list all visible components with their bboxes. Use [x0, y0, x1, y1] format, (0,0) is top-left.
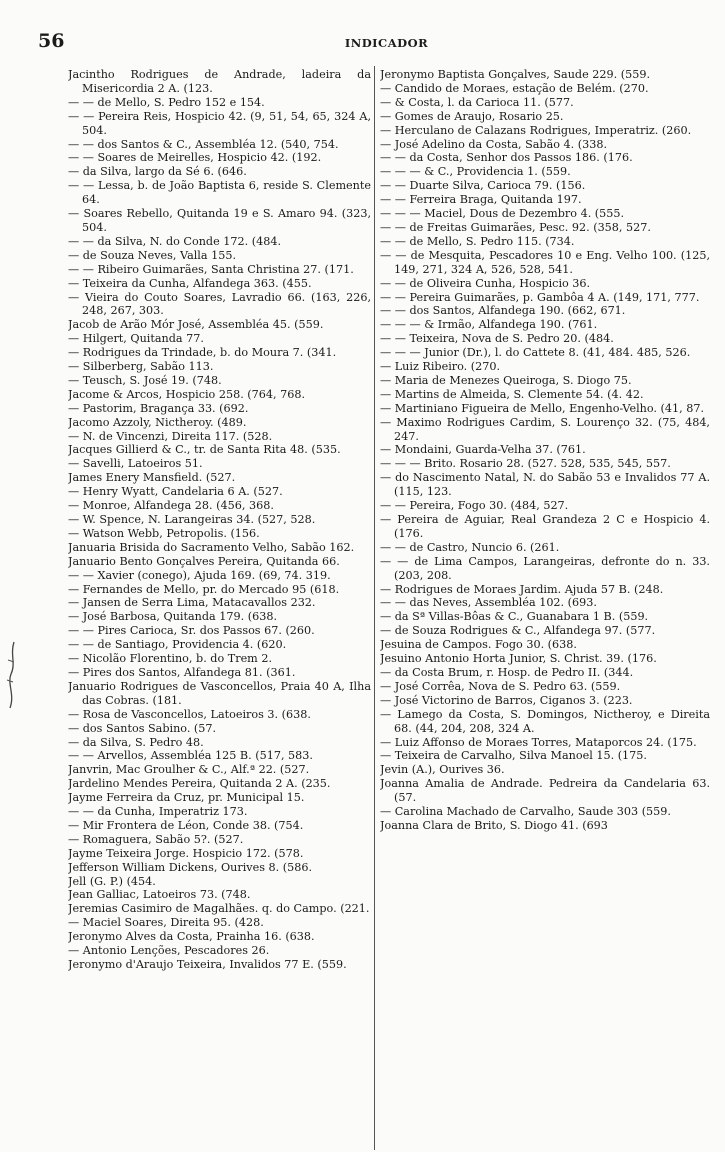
directory-entry: — José Adelino da Costa, Sabão 4. (338.: [380, 137, 608, 151]
directory-entry: Jeremias Casimiro de Magalhães. q. do Campo. (221.: [68, 902, 370, 916]
directory-entry: — Nicolão Florentino, b. do Trem 2.: [68, 652, 273, 666]
directory-entry: — — — & C., Providencia 1. (559.: [380, 165, 571, 179]
directory-entry: — Pires dos Santos, Alfandega 81. (361.: [68, 665, 296, 679]
directory-entry: — — — Brito. Rosario 28. (527. 528, 535, 545, 557.: [380, 457, 671, 471]
directory-entry: — — — Junior (Dr.), l. do Cattete 8. (41, 484. 485, 526.: [380, 346, 691, 360]
directory-entry: — — Ferreira Braga, Quitanda 197.: [380, 193, 582, 207]
directory-entry: Jeronymo Alves da Costa, Prainha 16. (638.: [68, 930, 315, 944]
directory-entry: — Luiz Affonso de Moraes Torres, Mataporcos 24. (175.: [380, 735, 697, 749]
directory-entry: — Carolina Machado de Carvalho, Saude 303 (559.: [380, 805, 671, 819]
directory-entry: — Teusch, S. José 19. (748.: [68, 373, 222, 387]
directory-entry: — — de Mello, S. Pedro 152 e 154.: [68, 95, 265, 109]
directory-entry: — Watson Webb, Petropolis. (156.: [68, 526, 260, 540]
directory-entry: — — Teixeira, Nova de S. Pedro 20. (484.: [380, 332, 614, 346]
directory-entry: — — dos Santos & C., Assembléa 12. (540, 754.: [68, 137, 339, 151]
directory-entry: Jacques Gillierd & C., tr. de Santa Rita 48. (535.: [68, 443, 341, 457]
directory-entry: — de Souza Neves, Valla 155.: [68, 248, 237, 262]
directory-entry: — — Soares de Meirelles, Hospicio 42. (192.: [68, 151, 322, 165]
directory-entry: — Hilgert, Quitanda 77.: [68, 332, 204, 346]
directory-entry: — — Ribeiro Guimarães, Santa Christina 27. (171.: [68, 262, 354, 276]
directory-entry: — Rodrigues da Trindade, b. do Moura 7. (341.: [68, 346, 337, 360]
directory-entry: — Fernandes de Mello, pr. do Mercado 95 (618.: [68, 582, 340, 596]
directory-entry: — Lamego da Costa, S. Domingos, Nictheroy, e Direita 68. (44, 204, 208, 324 A.: [380, 707, 710, 735]
directory-entry: Jeronymo d'Araujo Teixeira, Invalidos 77 E. (559.: [68, 958, 347, 971]
directory-entry: — — Pereira Reis, Hospicio 42. (9, 51, 54, 65, 324 A, 504.: [68, 109, 371, 137]
directory-entry: Jesuina de Campos. Fogo 30. (638.: [380, 638, 577, 652]
directory-entry: — — da Costa, Senhor dos Passos 186. (176.: [380, 151, 633, 165]
directory-entry: Jayme Teixeira Jorge. Hospicio 172. (578.: [68, 846, 304, 860]
directory-entry: — — de Castro, Nuncio 6. (261.: [380, 540, 560, 554]
directory-entry: — Savelli, Latoeiros 51.: [68, 457, 203, 471]
directory-entry: — — — & Irmão, Alfandega 190. (761.: [380, 318, 598, 332]
directory-entry: — Luiz Ribeiro. (270.: [380, 360, 501, 374]
directory-entry: — — Pereira Guimarães, p. Gambôa 4 A. (149, 171, 777.: [380, 290, 700, 304]
column-divider: [374, 66, 375, 1150]
directory-entry: Januaria Brisida do Sacramento Velho, Sabão 162.: [68, 540, 355, 554]
directory-entry: — & Costa, l. da Carioca 11. (577.: [380, 95, 574, 109]
directory-entry: — — de Oliveira Cunha, Hospicio 36.: [380, 276, 591, 290]
directory-entry: — — Pereira, Fogo 30. (484, 527.: [380, 499, 569, 513]
directory-entry: — Martins de Almeida, S. Clemente 54. (4. 42.: [380, 387, 644, 401]
directory-entry: — Maria de Menezes Queiroga, S. Diogo 75.: [380, 373, 632, 387]
directory-entry: Jean Galliac, Latoeiros 73. (748.: [68, 888, 251, 902]
directory-entry: Joanna Amalia de Andrade. Pedreira da Candelaria 63. (57.: [380, 777, 710, 805]
directory-entry: Jeronymo Baptista Gonçalves, Saude 229. (559.: [380, 68, 651, 81]
directory-entry: Jardelino Mendes Pereira, Quitanda 2 A. (235.: [68, 777, 331, 791]
directory-entry: — — Xavier (conego), Ajuda 169. (69, 74. 319.: [68, 568, 331, 582]
directory-entry: — Pereira de Aguiar, Real Grandeza 2 C e Hospicio 4. (176.: [380, 513, 710, 540]
directory-entry: — — de Freitas Guimarães, Pesc. 92. (358, 527.: [380, 220, 651, 234]
directory-entry: — Pastorim, Bragança 33. (692.: [68, 401, 249, 415]
directory-entry: — Mir Frontera de Léon, Conde 38. (754.: [68, 818, 304, 832]
directory-entry: — Antonio Lenções, Pescadores 26.: [68, 944, 270, 958]
directory-entry: Januario Rodrigues de Vasconcellos, Praia 40 A, Ilha das Cobras. (181.: [68, 679, 371, 707]
directory-entry: — — das Neves, Assembléa 102. (693.: [380, 596, 597, 610]
right-column: [380, 68, 710, 1150]
directory-entry: — do Nascimento Natal, N. do Sabão 53 e Invalidos 77 A. (115, 123.: [380, 471, 710, 499]
directory-entry: — de Souza Rodrigues & C., Alfandega 97. (577.: [380, 624, 656, 638]
directory-entry: — Teixeira de Carvalho, Silva Manoel 15. (175.: [380, 749, 647, 763]
directory-entry: — Rodrigues de Moraes Jardim. Ajuda 57 B. (248.: [380, 582, 664, 596]
directory-entry: — — de Mesquita, Pescadores 10 e Eng. Velho 100. (125, 149, 271, 324 A, 526, 528, 541.: [380, 248, 710, 276]
directory-entry: — Herculano de Calazans Rodrigues, Imperatriz. (260.: [380, 123, 692, 137]
directory-entry: — da Sª Villas-Bôas & C., Guanabara 1 B. (559.: [380, 610, 649, 624]
directory-entry: — José Corrêa, Nova de S. Pedro 63. (559.: [380, 679, 621, 693]
directory-entry: Jefferson William Dickens, Ourives 8. (586.: [68, 860, 313, 874]
directory-entry: — — dos Santos, Alfandega 190. (662, 671.: [380, 304, 626, 318]
directory-entry: Janvrin, Mac Groulher & C., Alf.ª 22. (527.: [68, 763, 310, 777]
directory-entry: — Monroe, Alfandega 28. (456, 368.: [68, 499, 274, 513]
directory-entry: — Teixeira da Cunha, Alfandega 363. (455.: [68, 276, 312, 290]
directory-entry: — — Pires Carioca, Sr. dos Passos 67. (260.: [68, 624, 315, 638]
directory-entry: — da Silva, largo da Sé 6. (646.: [68, 165, 247, 179]
directory-entry: — Rosa de Vasconcellos, Latoeiros 3. (638.: [68, 707, 311, 721]
page-number: 56: [38, 30, 65, 52]
directory-entry: James Enery Mansfield. (527.: [68, 471, 236, 485]
directory-entry: — da Costa Brum, r. Hosp. de Pedro II. (344.: [380, 665, 634, 679]
directory-entry: Jacomo Azzoly, Nictheroy. (489.: [68, 415, 247, 429]
binding-thread-mark: [4, 640, 18, 710]
directory-entry: — Jansen de Serra Lima, Matacavallos 232.: [68, 596, 316, 610]
directory-entry: — Henry Wyatt, Candelaria 6 A. (527.: [68, 485, 283, 499]
directory-entry: — Maciel Soares, Direita 95. (428.: [68, 916, 264, 930]
page-header: [38, 30, 695, 54]
directory-entry: — W. Spence, N. Larangeiras 34. (527, 528.: [68, 513, 316, 526]
directory-entry: Januario Bento Gonçalves Pereira, Quitanda 66.: [68, 554, 340, 568]
directory-entry: — Soares Rebello, Quitanda 19 e S. Amaro 94. (323, 504.: [68, 207, 371, 234]
directory-entry: Jacome & Arcos, Hospicio 258. (764, 768.: [68, 387, 306, 401]
running-head: INDICADOR: [344, 36, 429, 50]
directory-entry: Jell (G. P.) (454.: [68, 874, 156, 888]
directory-entry: — — de Mello, S. Pedro 115. (734.: [380, 234, 575, 248]
directory-entry: — da Silva, S. Pedro 48.: [68, 735, 204, 749]
directory-entry: — — Lessa, b. de João Baptista 6, reside S. Clemente 64.: [68, 179, 371, 207]
directory-entry: — Gomes de Araujo, Rosario 25.: [380, 109, 564, 123]
directory-entry: — Vieira do Couto Soares, Lavradio 66. (163, 226, 248, 267, 303.: [68, 290, 371, 318]
directory-entry: — — de Lima Campos, Larangeiras, defronte do n. 33. (203, 208.: [380, 554, 710, 582]
directory-entry: — Romaguera, Sabão 5?. (527.: [68, 832, 244, 846]
directory-entry: Jevin (A.), Ourives 36.: [380, 763, 505, 777]
directory-entry: Jayme Ferreira da Cruz, pr. Municipal 15.: [68, 791, 305, 805]
directory-entry: — — da Silva, N. do Conde 172. (484.: [68, 234, 282, 248]
directory-entry: — Mondaini, Guarda-Velha 37. (761.: [380, 443, 586, 457]
directory-entry: — Candido de Moraes, estação de Belém. (270.: [380, 81, 649, 95]
directory-entry: — dos Santos Sabino. (57.: [68, 721, 217, 735]
directory-entry: — — da Cunha, Imperatriz 173.: [68, 805, 248, 819]
left-column: [68, 68, 371, 1150]
directory-entry: — — — Maciel, Dous de Dezembro 4. (555.: [380, 207, 625, 221]
directory-entry: — Maximo Rodrigues Cardim, S. Lourenço 32. (75, 484, 247.: [380, 415, 710, 443]
directory-entry: — José Barbosa, Quitanda 179. (638.: [68, 610, 277, 624]
directory-entry: — Silberberg, Sabão 113.: [68, 360, 214, 374]
directory-entry: — Martiniano Figueira de Mello, Engenho-Velho. (41, 87.: [380, 401, 705, 415]
directory-entry: — — Arvellos, Assembléa 125 B. (517, 583.: [68, 749, 313, 763]
directory-entry: — — Duarte Silva, Carioca 79. (156.: [380, 179, 586, 193]
directory-entry: Jesuino Antonio Horta Junior, S. Christ. 39. (176.: [380, 652, 657, 666]
directory-entry: Jacob de Arão Mór José, Assembléa 45. (559.: [68, 318, 324, 332]
directory-entry: Jacintho Rodrigues de Andrade, ladeira da Misericordia 2 A. (123.: [68, 68, 371, 95]
directory-entry: — — de Santiago, Providencia 4. (620.: [68, 638, 287, 652]
directory-entry: Joanna Clara de Brito, S. Diogo 41. (693: [380, 818, 608, 832]
directory-entry: — José Victorino de Barros, Ciganos 3. (223.: [380, 693, 633, 707]
directory-entry: — N. de Vincenzi, Direita 117. (528.: [68, 429, 273, 443]
